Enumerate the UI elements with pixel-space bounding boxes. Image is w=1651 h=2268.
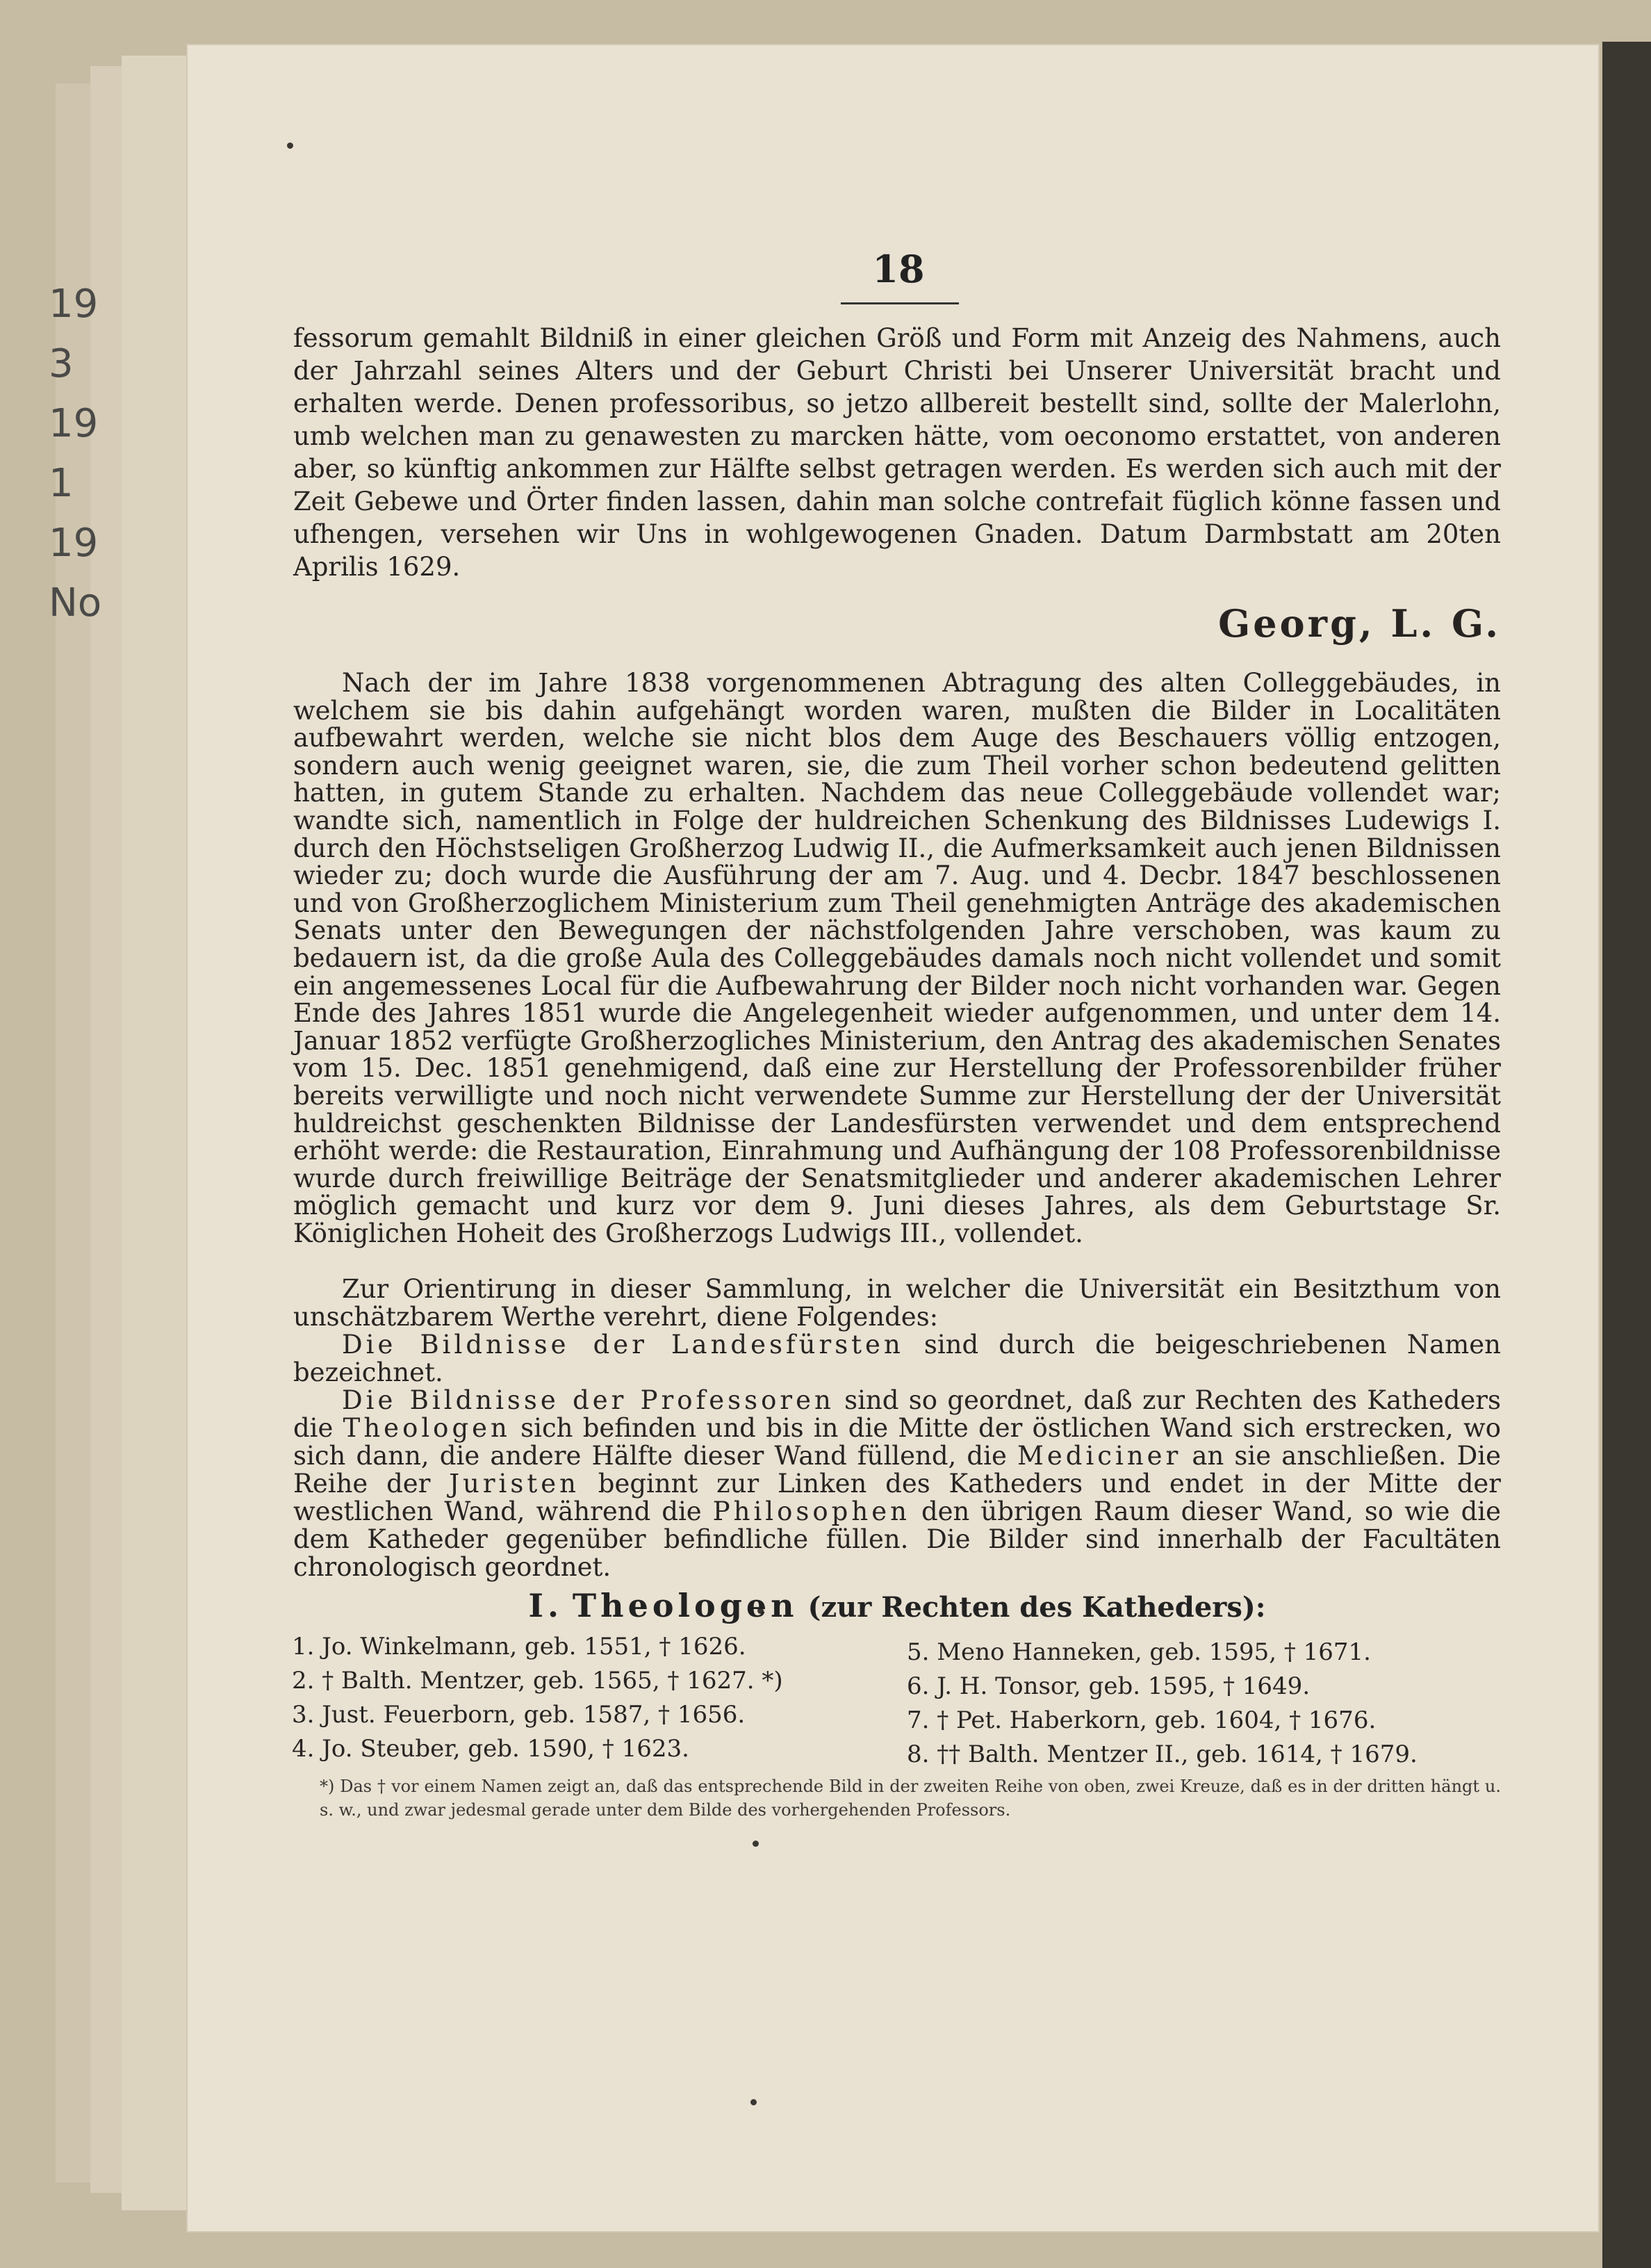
stub-label: 19 bbox=[49, 401, 99, 446]
professor-entry: 2. † Balth. Mentzer, geb. 1565, † 1627. *) bbox=[292, 1667, 783, 1695]
professor-entry: 4. Jo. Steuber, geb. 1590, † 1623. bbox=[292, 1735, 689, 1763]
decree-paragraph: fessorum gemahlt Bildniß in einer gleichen Größ und Form mit Anzeig des Nahmens, auch der Jahrzahl seines Alters und der Geburt Christi bei Unserer Universität bracht und erhalten werde. Denen professoribus, so jetzo allbereit bestellt sind, sollte der Malerlohn, umb welchen man zu genawesten zu marcken hätte, vom oeconomo erstattet, von anderen aber, so künftig ankommen zur Hälfte selbst getragen werden. Es werden sich auch mit der Zeit Gebewe und Örter finden lassen, dahin man solche contrefait füglich könne fassen und ufhengen, versehen wir Uns in wohlgewogenen Gnaden. Datum Darmbstatt am 20ten Aprilis 1629. bbox=[293, 323, 1501, 582]
faculty-juristen: Juristen bbox=[449, 1469, 580, 1499]
section-numeral: I. bbox=[528, 1587, 563, 1624]
history-paragraph: Nach der im Jahre 1838 vorgenommenen Abtragung des alten Colleggebäudes, in welchem sie bis dahin aufgehängt worden waren, mußten die Bilder in Localitäten aufbewahrt werden, welche sie nicht blos dem Auge des Beschauers völlig entzogen, sondern auch wenig geeignet waren, sie, die zum Theil vorher schon bedeutend gelitten hatten, in gutem Stande zu erhalten. Nachdem das neue Colleggebäude vollendet war; wandte sich, namentlich in Folge der huldreichen Schenkung des Bildnisses Ludewigs I. durch den Höchstseligen Großherzog Ludwig II., die Aufmerksamkeit auch jenen Bildnissen wieder zu; doch wurde die Ausführung der am 7. Aug. und 4. Decbr. 1847 beschlossenen und von Großherzoglichem Ministerium zum Theil genehmigten Anträge des akademischen Senats unter den Bewegungen der nächstfolgenden Jahre verschoben, was kaum zu bedauern ist, da die große Aula des Colleggebäudes damals noch nicht vollendet und somit ein angemessenes Local für die Aufbewahrung der Bilder noch nicht vorhanden war. Gegen Ende des Jahres 1851 wurde die Angelegenheit wieder aufgenommen, und unter dem 14. Januar 1852 verfügte Großherzogliches Ministerium, den Antrag des akademischen Senates vom 15. Dec. 1851 genehmigend, daß eine zur Herstellung der Professorenbilder früher bereits verwilligte und noch nicht verwendete Summe zur Herstellung der der Universität huldreichst geschenkten Bildnisse der Landesfürsten verwendet und dem entsprechend erhöht werde: die Restauration, Einrahmung und Aufhängung der 108 Professorenbildnisse wurde durch freiwillige Beiträge der Senatsmitglieder und anderer akademischen Lehrer möglich gemacht und kurz vor dem 9. Juni dieses Jahres, als dem Geburtstage Sr. Königlichen Hoheit des Großherzogs Ludwigs III., vollendet. bbox=[293, 668, 1501, 1248]
professor-list-right bbox=[907, 1635, 1418, 1772]
professors-lead: Die Bildnisse der Professoren bbox=[342, 1385, 835, 1415]
professor-entry: 6. J. H. Tonsor, geb. 1595, † 1649. bbox=[907, 1672, 1311, 1700]
stub-label: 1 bbox=[49, 461, 74, 506]
professor-entry: 5. Meno Hanneken, geb. 1595, † 1671. bbox=[907, 1638, 1371, 1666]
ink-spot bbox=[750, 2099, 757, 2105]
faculty-mediciner: Mediciner bbox=[1017, 1441, 1182, 1471]
professor-list-left bbox=[292, 1630, 783, 1766]
professor-entry: 1. Jo. Winkelmann, geb. 1551, † 1626. bbox=[292, 1633, 746, 1661]
section-note: (zur Rechten des Katheders): bbox=[807, 1591, 1266, 1624]
page-number: 18 bbox=[872, 247, 925, 291]
sovereigns-paragraph bbox=[293, 1331, 1501, 1387]
stub-label: No bbox=[49, 580, 102, 626]
professors-text: sich befinden und bis in die Mitte der östlichen Wand sich erstrecken, wo sich dann, die andere Hälfte dieser Wand füllend, die bbox=[293, 1413, 1501, 1471]
professors-text: beginnt zur Linken des Katheders und endet in der Mitte der westlichen Wand, während die bbox=[293, 1469, 1501, 1526]
stub-label: 3 bbox=[49, 341, 74, 386]
orientation-paragraph: Zur Orientirung in dieser Sammlung, in welcher die Universität ein Besitzthum von unschätzbarem Werthe verehrt, diene Folgendes: bbox=[293, 1274, 1501, 1332]
professors-text: den übrigen Raum dieser Wand, so wie die dem Katheder gegenüber befindliche füllen. Die Bilder sind innerhalb der Facultäten chronologisch geordnet. bbox=[293, 1496, 1501, 1582]
footnote: *) Das † vor einem Namen zeigt an, daß das entsprechende Bild in der zweiten Reihe von oben, zwei Kreuze, daß es in der dritten hängt u. s. w., und zwar jedesmal gerade unter dem Bilde des vorhergehenden Professors. bbox=[320, 1777, 1501, 1820]
professors-paragraph bbox=[293, 1387, 1501, 1581]
page-number-rule bbox=[841, 302, 959, 304]
stub-label: 19 bbox=[49, 521, 99, 566]
professors-text: an sie anschließen. Die Reihe der bbox=[293, 1441, 1501, 1499]
professors-text: sind so geordnet, daß zur Rechten des Katheders die bbox=[293, 1385, 1501, 1443]
professor-entry: 7. † Pet. Haberkorn, geb. 1604, † 1676. bbox=[907, 1706, 1377, 1734]
sovereigns-text: sind durch die beigeschriebenen Namen bezeichnet. bbox=[293, 1330, 1501, 1387]
professor-entry: 8. †† Balth. Mentzer II., geb. 1614, † 1679. bbox=[907, 1740, 1418, 1768]
section-title: Theologen bbox=[572, 1587, 798, 1624]
stub-label: 19 bbox=[49, 282, 99, 327]
margin-stub-labels bbox=[49, 282, 125, 772]
ink-spot bbox=[287, 142, 293, 149]
faculty-theologen: Theologen bbox=[343, 1413, 511, 1443]
section-heading bbox=[293, 1587, 1501, 1624]
ink-spot bbox=[753, 1841, 759, 1847]
book-page bbox=[188, 45, 1598, 2231]
book-binding bbox=[1602, 42, 1651, 2268]
decree-signature: Georg, L. G. bbox=[1218, 601, 1501, 646]
professor-entry: 3. Just. Feuerborn, geb. 1587, † 1656. bbox=[292, 1701, 746, 1729]
sovereigns-lead: Die Bildnisse der Landesfürsten bbox=[342, 1330, 904, 1360]
faculty-philosophen: Philosophen bbox=[712, 1496, 910, 1526]
